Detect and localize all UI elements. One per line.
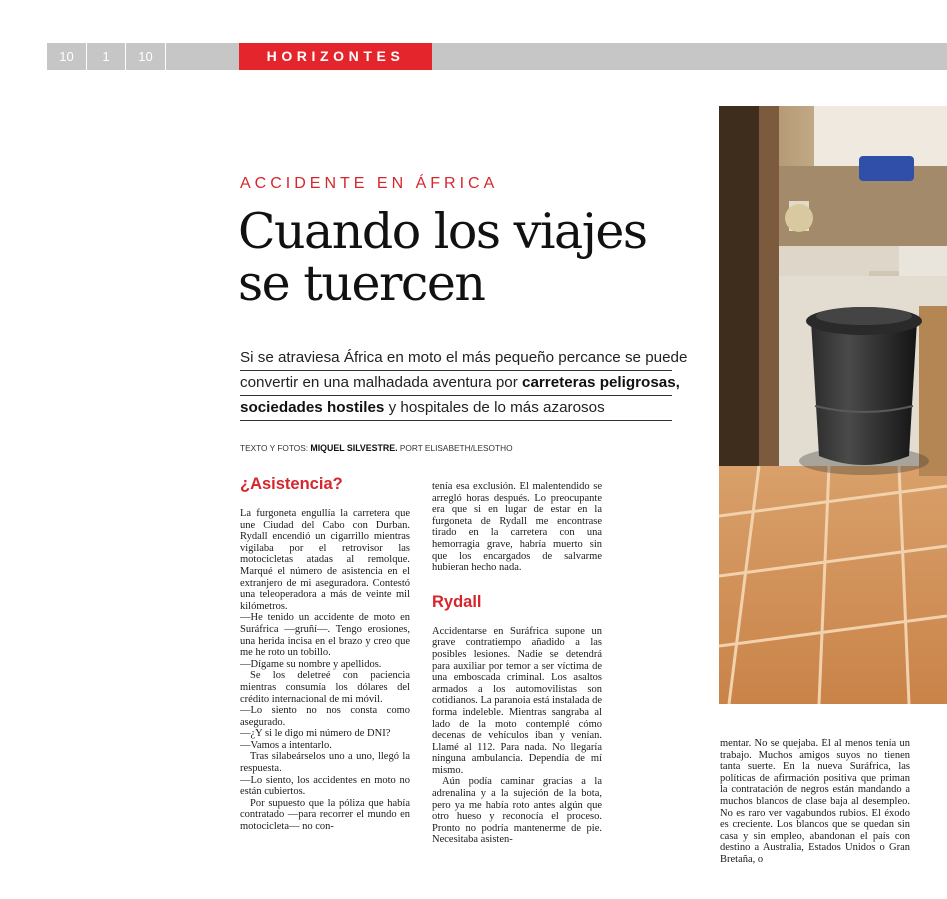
paragraph: —Dígame su nombre y apellidos. [240, 658, 382, 670]
lede-emphasis: carreteras peligrosas, [522, 374, 680, 391]
lede-text: y hospitales de lo más azarosos [384, 399, 605, 416]
paragraph: Aún podía caminar gracias a la adrenalina y a la sujeción de la bota, pero ya me había roto antes algún que otro hueso y reconocía el proceso. Pronto no podría mantenerme de pie. Necesitaba asisten- [432, 776, 602, 846]
kitchen-photo [719, 106, 947, 704]
article-column-3 [720, 738, 910, 899]
page-number-2: 1 [102, 49, 110, 64]
subhead: Rydall [432, 592, 482, 611]
lede-text: Si se atraviesa África en moto el más pequeño percance se puede [240, 349, 688, 366]
paragraph: Accidentarse en Suráfrica supone un grave contratiempo añadido a las posibles lesiones. Nadie se detendrá para auxiliar por temor a ser víctima de una emboscada criminal. Los asaltos armados a los automovilistas son cotidianos. La paranoia está instalada de forma indeleble. Mientras sangraba al lado de la moto contemplé cómo decenas de vehículos iban y venían. Llamé al 112. Para nada. No llegaría ninguna ambulancia. Dependía de mí mismo. [432, 625, 602, 776]
headline [238, 203, 678, 312]
lede-line-3 [240, 396, 672, 421]
byline-author: MIQUEL SILVESTRE. [310, 443, 398, 453]
article-column-2 [432, 481, 602, 899]
article-column-1 [240, 474, 410, 833]
subhead: ¿Asistencia? [240, 475, 343, 493]
lede-text: convertir en una malhadada aventura por [240, 374, 522, 391]
kicker: ACCIDENTE EN ÁFRICA [240, 175, 499, 192]
paragraph: Por supuesto que la póliza que había contratado —para recorrer el mundo en motocicleta— no con- [240, 797, 410, 833]
lede-emphasis: sociedades hostiles [240, 399, 385, 416]
paragraph: La furgoneta engullía la carretera que une Ciudad del Cabo con Durban. Rydall encendió un cigarrillo mientras vigilaba por el retrovisor las motocicletas atadas al remolque. Marqué el número de asistencia en el extranjero de mi aseguradora. Contestó una teleoperadora a más de veinte mil kilómetros. [240, 508, 410, 612]
divider [165, 43, 166, 70]
page-number-3: 10 [138, 49, 153, 64]
page-number-1: 10 [59, 49, 74, 64]
byline-prefix: TEXTO Y FOTOS: [240, 443, 311, 453]
lede [240, 346, 688, 421]
byline [240, 443, 513, 453]
header-bar [47, 43, 947, 70]
lede-line-2 [240, 371, 680, 396]
paragraph: —He tenido un accidente de moto en Suráfrica —gruñí—. Tengo erosiones, una herida incisa en el brazo y creo que me he roto un tobillo. [240, 612, 410, 659]
paragraph: Tras silabeárselos uno a uno, llegó la respuesta. [240, 751, 410, 775]
paragraph: —¿Y si le digo mi número de DNI? [240, 728, 391, 740]
article-photo [719, 106, 947, 704]
paragraph: mentar. No se quejaba. Él al menos tenía un trabajo. Muchos amigos suyos no tienen tanta suerte. En la nueva Suráfrica, las políticas de afirmación positiva que priman la contratación de negros están mandando a muchos blancos de clase baja al desempleo. No es raro ver vagabundos rubios. El éxodo es creciente. Los blancos que se quedan sin casa y sin empleo, abandonan el país con destino a Australia, Estados Unidos o Gran Bretaña, o [720, 738, 910, 865]
lede-line-1 [240, 346, 688, 371]
paragraph: —Lo siento, los accidentes en moto no están cubiertos. [240, 774, 410, 798]
section-tag: HORIZONTES [239, 43, 432, 70]
paragraph: tenía esa exclusión. El malentendido se arregló horas después. Lo preocupante era que si en lugar de estar en la furgoneta de Rydall me encontrase tirado en la carretera con una hemorragia grave, habría muerto sin que los encargados de salvarme hubieran hecho nada. [432, 481, 602, 574]
byline-place: PORT ELISABETH/LESOTHO [397, 443, 513, 453]
paragraph: —Vamos a intentarlo. [240, 739, 332, 751]
headline-line-2: se tuercen [238, 255, 485, 312]
headline-line-1: Cuando los viajes [238, 203, 647, 260]
paragraph: —Lo siento no nos consta como asegurado. [240, 705, 410, 728]
paragraph: Se los deletreé con paciencia mientras consumía los dólares del crédito internacional de mi móvil. [240, 670, 410, 705]
